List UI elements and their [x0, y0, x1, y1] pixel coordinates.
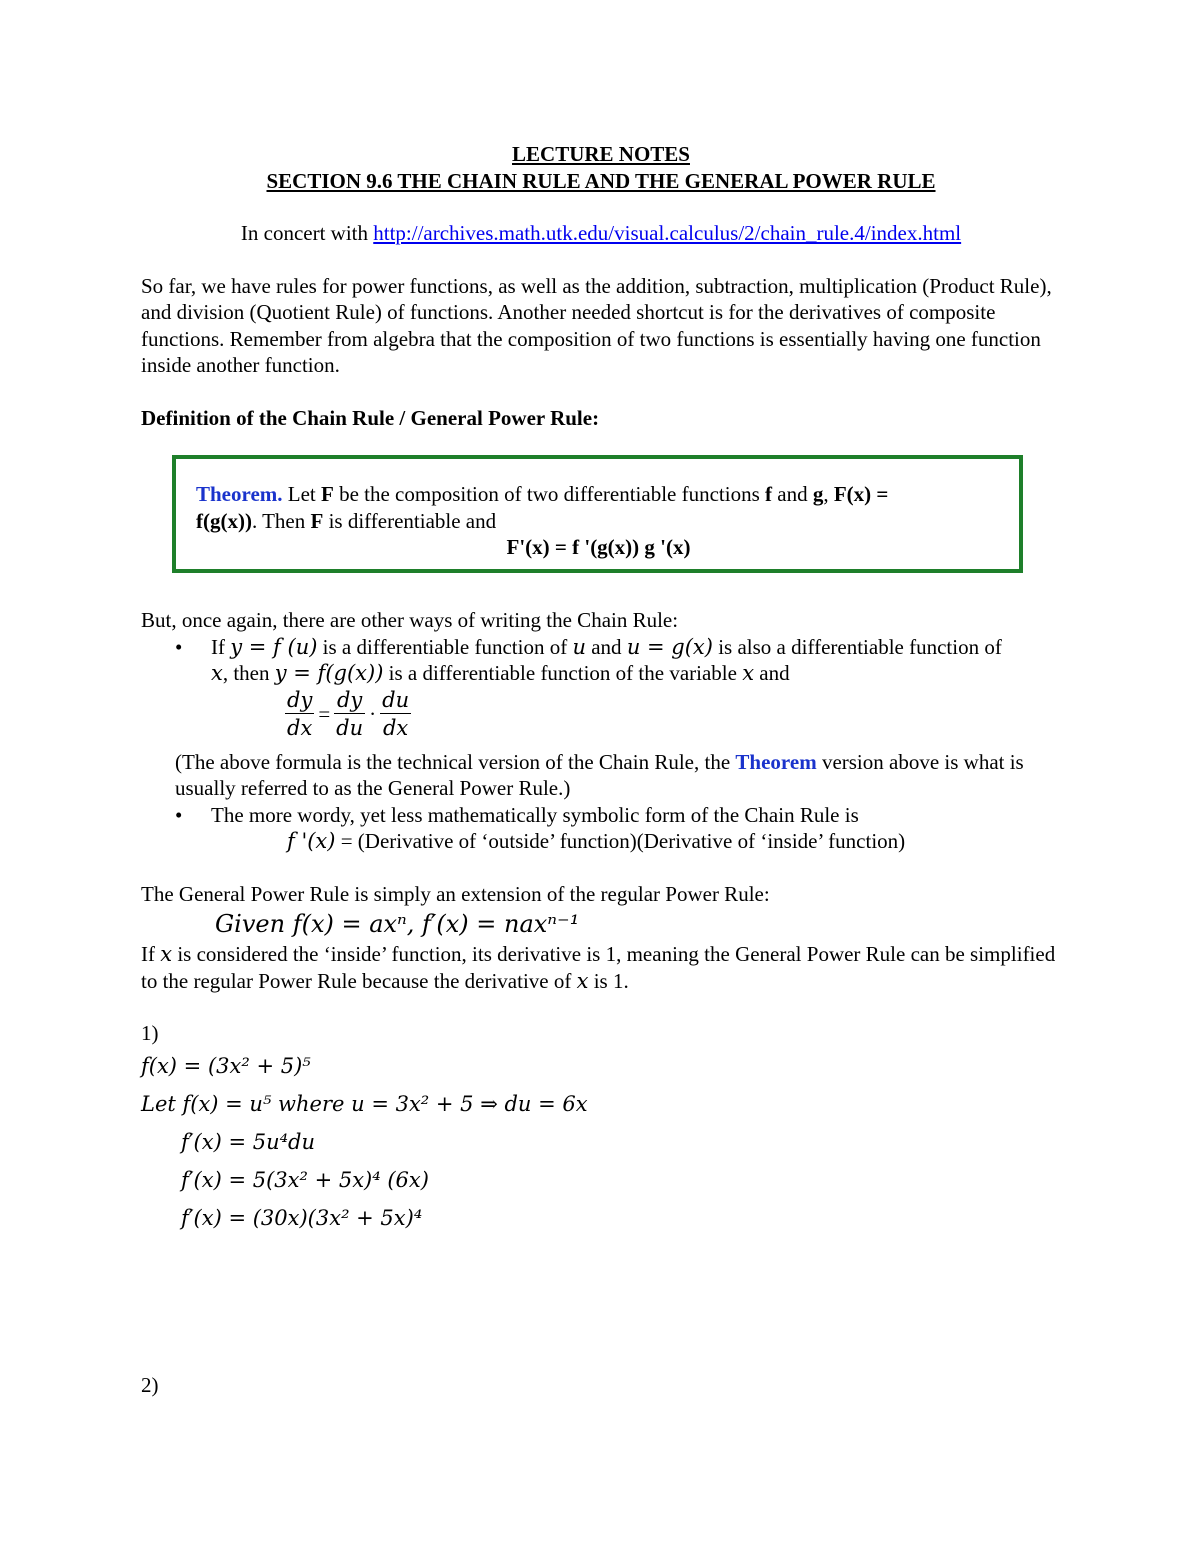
- formula-text: = (Derivative of ‘outside’ function)(Derivative of ‘inside’ function): [335, 829, 906, 853]
- theorem-reference: Theorem: [735, 749, 817, 774]
- other-ways-line: But, once again, there are other ways of writing the Chain Rule:: [141, 608, 679, 632]
- bullet-icon: •: [175, 802, 183, 827]
- theorem-text: is differentiable and: [323, 508, 497, 533]
- inside-function-paragraph: [141, 941, 1061, 994]
- fraction-denominator: dx: [382, 715, 409, 740]
- fraction-dy-dx: [285, 687, 314, 742]
- bullet-text: is a differentiable function of the variable: [383, 661, 743, 685]
- example-1-line: f′(x) = (30x)(3x² + 5x)⁴: [181, 1205, 423, 1230]
- math-inline: f '(x): [287, 829, 336, 853]
- fraction-numerator: dy: [334, 687, 365, 714]
- concert-link[interactable]: http://archives.math.utk.edu/visual.calculus/2/chain_rule.4/index.html: [373, 221, 962, 245]
- theorem-symbol-Fx: F(x) =: [833, 482, 889, 506]
- note-text: (The above formula is the technical version of the Chain Rule, the: [175, 749, 736, 774]
- definition-heading: Definition of the Chain Rule / General Power Rule:: [141, 405, 600, 430]
- fraction-denominator: du: [336, 715, 364, 740]
- fraction-du-dx: [380, 687, 411, 742]
- theorem-content: [196, 481, 1001, 561]
- fraction-denominator: dx: [287, 715, 313, 740]
- section-title: SECTION 9.6 THE CHAIN RULE AND THE GENERAL POWER RULE: [266, 168, 936, 193]
- theorem-symbol-F: F: [321, 482, 334, 506]
- fraction-numerator: du: [382, 687, 410, 712]
- leibniz-formula: [285, 687, 1061, 749]
- theorem-text: . Then: [251, 508, 311, 533]
- page-title: LECTURE NOTES: [512, 142, 690, 166]
- power-rule-intro: The General Power Rule is simply an extension of the regular Power Rule:: [141, 881, 770, 906]
- intro-paragraph: So far, we have rules for power functions, as well as the addition, subtraction, multiplication (Product Rule), and division (Quotient Rule) of functions. Another needed shortcut is for the derivatives of composite functions. Remember from algebra that the composition of two functions is essentially having one function inside another function.: [141, 273, 1052, 377]
- bullet-text: and: [754, 661, 790, 685]
- example-1-line: Let f(x) = u⁵ where u = 3x² + 5 ⇒ du = 6x: [141, 1091, 588, 1116]
- math-inline: u: [572, 634, 586, 659]
- paragraph-text: If: [141, 942, 161, 966]
- math-inline: u = g(x): [626, 634, 713, 659]
- math-inline: x: [211, 661, 223, 685]
- bullet-text: , then: [222, 661, 275, 685]
- example-1-label: 1): [141, 1021, 159, 1045]
- note-text: version above is what is usually referred to as the General Power Rule.): [175, 749, 1024, 800]
- concert-prefix: In concert with: [240, 221, 374, 245]
- paragraph-text: is 1.: [588, 968, 629, 993]
- bullet-text: The more wordy, yet less mathematically symbolic form of the Chain Rule is: [211, 802, 859, 827]
- fraction-dy-du: [334, 687, 365, 742]
- theorem-symbol-f: f: [765, 482, 773, 506]
- theorem-text: Let: [282, 482, 321, 506]
- math-inline: y = f(g(x)): [274, 661, 384, 685]
- example-2-label: 2): [141, 1373, 159, 1397]
- bullet-text: is a differentiable function of: [317, 634, 573, 659]
- concert-line: [141, 220, 1061, 247]
- theorem-label: Theorem.: [196, 482, 283, 506]
- math-inline: x: [160, 942, 173, 966]
- theorem-symbol-F: F: [310, 508, 324, 533]
- theorem-text: be the composition of two differentiable functions: [333, 482, 766, 506]
- math-inline: y = f (u): [230, 634, 318, 659]
- theorem-text: and: [772, 482, 813, 506]
- theorem-symbol-fgx: f(g(x)): [196, 508, 252, 533]
- example-1-line: f′(x) = 5(3x² + 5x)⁴ (6x): [181, 1167, 429, 1192]
- chain-rule-forms: [141, 607, 1061, 1237]
- bullet-text: If: [211, 634, 231, 659]
- example-1-line: f(x) = (3x² + 5)⁵: [141, 1053, 311, 1078]
- theorem-text: ,: [823, 482, 834, 506]
- fraction-numerator: dy: [287, 687, 313, 712]
- document-page: [141, 141, 1061, 1397]
- math-inline: x: [742, 661, 755, 685]
- paragraph-text: is considered the ‘inside’ function, its derivative is 1, meaning the General Power Rule can be simplified to the regular Power Rule because the derivative of: [141, 942, 1056, 993]
- theorem-formula: F'(x) = f '(g(x)) g '(x): [506, 535, 691, 559]
- theorem-statement: [196, 481, 1001, 534]
- bullet-item-leibniz: [141, 634, 1061, 687]
- example-1-line: f′(x) = 5u⁴du: [181, 1129, 315, 1154]
- technical-note: [175, 749, 1061, 802]
- power-rule-formula: Given f(x) = axⁿ, f′(x) = naxⁿ⁻¹: [215, 910, 580, 938]
- dot-operator: ·: [369, 701, 377, 726]
- equals-sign: =: [318, 701, 331, 726]
- math-inline: x: [576, 968, 589, 993]
- wordy-formula: [287, 828, 1061, 855]
- bullet-item-wordy: [141, 802, 1061, 829]
- bullet-text: and: [585, 634, 627, 659]
- theorem-box: [172, 455, 1023, 573]
- theorem-symbol-g: g: [812, 482, 824, 506]
- bullet-icon: •: [175, 634, 183, 659]
- bullet-text: is also a differentiable function of: [712, 634, 1002, 659]
